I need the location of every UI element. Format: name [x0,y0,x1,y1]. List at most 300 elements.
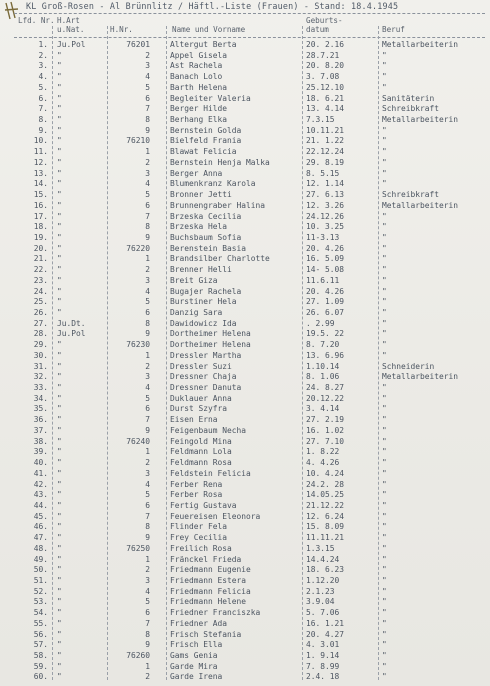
row-name: Friedmann Estera [170,576,247,585]
row-nr: 25. [33,297,48,307]
row-art: " [57,511,62,521]
row-nr: 2. [38,50,48,60]
row-job: Metallarbeiterin [382,40,459,49]
row-job: " [382,61,387,71]
row-nr: 30. [33,350,48,360]
row-date: 20. 4.26 [306,286,345,296]
row-date: 24.12.26 [306,211,345,221]
row-date: 1.10.14 [306,361,340,371]
row-art: " [57,608,62,618]
list-row [0,641,490,650]
row-name: Berger Hilde [170,104,228,114]
row-name: Bugajer Rachela [170,286,242,296]
row-nr: 44. [33,500,48,510]
row-art: " [57,147,62,157]
row-date: 18. 6.23 [306,565,345,575]
row-art: " [57,640,62,650]
row-nr: 5. [38,82,48,92]
list-row [0,448,490,457]
row-name: Brzeska Hela [170,222,228,232]
row-hnr: 76260 [126,651,150,661]
list-row [0,41,490,50]
row-art: " [57,61,62,71]
row-art: " [57,115,62,125]
row-date: . 2.99 [306,318,335,328]
row-job: " [382,297,387,307]
list-row [0,556,490,565]
row-art: " [57,586,62,596]
row-nr: 18. [33,222,48,232]
row-name: Breit Giza [170,275,218,285]
row-hnr: 4 [145,72,150,82]
row-name: Friedmann Felicia [170,586,251,596]
row-hnr: 1 [145,554,150,564]
row-date: 10. 4.24 [306,468,345,478]
row-name: Bielfeld Frania [170,136,242,146]
row-job: " [382,586,387,596]
list-row [0,137,490,146]
list-row [0,534,490,543]
row-job: " [382,275,387,285]
row-art: " [57,136,62,146]
row-hnr: 3 [145,468,150,478]
row-nr: 57. [33,640,48,650]
row-date: 20. 2.16 [306,40,345,49]
row-nr: 19. [33,232,48,242]
row-name: Bernstein Golda [170,125,242,135]
row-name: Dortheimer Helena [170,329,251,339]
row-hnr: 4 [145,286,150,296]
row-job: " [382,490,387,500]
row-date: 7.3.15 [306,115,335,125]
list-row [0,52,490,61]
list-row [0,202,490,211]
row-hnr: 76240 [126,436,150,446]
row-name: Frisch Stefania [170,629,242,639]
row-art: " [57,672,62,682]
row-name: Feldstein Felicia [170,468,251,478]
row-art: " [57,200,62,210]
row-hnr: 2 [145,265,150,275]
row-date: 16. 1.21 [306,618,345,628]
row-date: 7. 8.99 [306,661,340,671]
row-job: " [382,350,387,360]
row-hnr: 3 [145,61,150,71]
row-nr: 38. [33,436,48,446]
list-row [0,84,490,93]
row-hnr: 1 [145,661,150,671]
row-art: " [57,72,62,82]
row-date: 11-3.13 [306,232,340,242]
row-job: " [382,640,387,650]
list-row [0,288,490,297]
list-row [0,588,490,597]
row-name: Danzig Sara [170,308,223,317]
row-hnr: 5 [145,297,150,307]
row-art: " [57,576,62,585]
list-row [0,395,490,404]
row-date: 3.9.04 [306,597,335,607]
row-name: Dawidowicz Ida [170,318,237,328]
row-hnr: 2 [145,565,150,575]
list-row [0,298,490,307]
row-art: " [57,275,62,285]
row-date: 3. 4.14 [306,404,340,414]
list-row [0,159,490,168]
row-art: " [57,340,62,350]
row-hnr: 5 [145,597,150,607]
row-date: 13. 4.14 [306,104,345,114]
list-row [0,491,490,500]
row-name: Ast Rachela [170,61,223,71]
row-art: " [57,232,62,242]
row-nr: 4. [38,72,48,82]
row-nr: 8. [38,115,48,125]
row-date: 12. 3.26 [306,200,345,210]
row-job: Schreibkraft [382,104,440,114]
row-art: " [57,554,62,564]
row-job: " [382,383,387,393]
row-art: " [57,286,62,296]
row-nr: 48. [33,543,48,553]
list-row [0,427,490,436]
list-row [0,180,490,189]
row-nr: 55. [33,618,48,628]
row-art: " [57,125,62,135]
list-row [0,598,490,607]
row-art: " [57,500,62,510]
row-date: 10. 3.25 [306,222,345,232]
row-nr: 32. [33,372,48,382]
row-art: " [57,458,62,468]
row-art: " [57,50,62,60]
document-title: KL Groß-Rosen - Al Brünnlitz / Häftl.-Liste (Frauen) - Stand: 18.4.1945 [26,1,399,11]
row-art: " [57,629,62,639]
row-nr: 3. [38,61,48,71]
row-job: Sanitäterin [382,93,435,103]
list-row [0,148,490,157]
row-art: " [57,383,62,393]
row-date: 11.11.21 [306,533,345,543]
row-date: 24. 8.27 [306,383,345,393]
row-name: Dressler Suzi [170,361,232,371]
list-row [0,330,490,339]
row-job: Schreibkraft [382,190,440,200]
row-name: Duklauer Anna [170,393,232,403]
row-art: " [57,436,62,446]
row-hnr: 9 [145,640,150,650]
row-job: " [382,425,387,435]
row-art: " [57,468,62,478]
row-date: 20. 8.20 [306,61,345,71]
row-date: 28.7.21 [306,50,340,60]
row-name: Buchsbaum Sofia [170,232,242,242]
row-nr: 41. [33,468,48,478]
row-name: Garde Irena [170,672,223,682]
row-job: " [382,318,387,328]
row-job: " [382,661,387,671]
row-date: 20. 4.26 [306,243,345,253]
row-name: Friedmann Eugenie [170,565,251,575]
row-nr: 34. [33,393,48,403]
list-row [0,352,490,361]
row-job: " [382,179,387,189]
row-job: Metallarbeiterin [382,115,459,125]
row-job: " [382,522,387,532]
row-name: Burstiner Hela [170,297,237,307]
row-job: " [382,468,387,478]
row-job: " [382,340,387,350]
row-hnr: 2 [145,50,150,60]
row-art: Ju.Dt. [57,318,86,328]
row-name: Durst Szyfra [170,404,228,414]
row-art: " [57,350,62,360]
list-row [0,609,490,618]
row-name: Feldmann Rosa [170,458,232,468]
header-job: Beruf [382,25,405,34]
row-name: Flinder Fela [170,522,228,532]
row-hnr: 8 [145,115,150,125]
row-job: " [382,211,387,221]
list-row [0,266,490,275]
row-date: 14.4.24 [306,554,340,564]
row-art: " [57,533,62,543]
row-name: Fertig Gustava [170,500,237,510]
row-hnr: 1 [145,147,150,157]
row-art: " [57,393,62,403]
row-hnr: 76230 [126,340,150,350]
row-nr: 22. [33,265,48,275]
row-job: " [382,576,387,585]
list-row [0,545,490,554]
row-nr: 1. [38,40,48,49]
row-name: Barth Helena [170,82,228,92]
row-nr: 42. [33,479,48,489]
row-art: " [57,157,62,167]
row-name: Bronner Jetti [170,190,232,200]
row-nr: 21. [33,254,48,264]
row-date: 1. 8.22 [306,447,340,457]
row-nr: 13. [33,168,48,178]
row-hnr: 8 [145,222,150,232]
row-hnr: 7 [145,618,150,628]
row-date: 14.05.25 [306,490,345,500]
list-row [0,438,490,447]
row-name: Ferber Rosa [170,490,223,500]
row-hnr: 9 [145,425,150,435]
list-row [0,363,490,372]
row-date: 21. 1.22 [306,136,345,146]
list-row [0,223,490,232]
list-row [0,309,490,318]
row-hnr: 76220 [126,243,150,253]
list-row [0,405,490,414]
row-name: Blumenkranz Karola [170,179,256,189]
row-art: " [57,651,62,661]
row-job: " [382,125,387,135]
row-hnr: 9 [145,232,150,242]
list-row [0,234,490,243]
row-hnr: 76250 [126,543,150,553]
row-name: Berger Anna [170,168,223,178]
row-date: 3. 7.08 [306,72,340,82]
row-art: " [57,479,62,489]
row-name: Altergut Berta [170,40,237,49]
row-nr: 60. [33,672,48,682]
row-nr: 33. [33,383,48,393]
row-name: Brunnengraber Halina [170,200,266,210]
row-nr: 16. [33,200,48,210]
list-row [0,341,490,350]
row-date: 21.12.22 [306,500,345,510]
row-name: Berhang Elka [170,115,228,125]
row-name: Eisen Erna [170,415,218,425]
row-date: 29. 8.19 [306,157,345,167]
list-row [0,255,490,264]
row-name: Blawat Felicia [170,147,237,157]
row-hnr: 8 [145,629,150,639]
row-job: " [382,308,387,317]
row-art: " [57,168,62,178]
row-name: Feigenbaum Necha [170,425,247,435]
row-date: 8. 7.20 [306,340,340,350]
row-date: 14- 5.08 [306,265,345,275]
row-art: " [57,543,62,553]
row-hnr: 9 [145,125,150,135]
row-hnr: 6 [145,93,150,103]
row-hnr: 7 [145,415,150,425]
row-date: 8. 5.15 [306,168,340,178]
row-hnr: 8 [145,522,150,532]
header-date: Geburts-datum [306,16,343,34]
row-job: " [382,511,387,521]
header-hnr: H.Nr. [110,25,133,34]
row-date: 12. 1.14 [306,179,345,189]
row-job: " [382,265,387,275]
row-nr: 49. [33,554,48,564]
row-job: " [382,50,387,60]
row-name: Feldmann Lola [170,447,232,457]
row-job: " [382,415,387,425]
row-job: " [382,404,387,414]
row-art: " [57,597,62,607]
row-job: " [382,82,387,92]
row-nr: 52. [33,586,48,596]
row-hnr: 4 [145,179,150,189]
row-nr: 12. [33,157,48,167]
row-name: Bernstein Henja Malka [170,157,270,167]
row-name: Ferber Rena [170,479,223,489]
row-date: 2.4. 18 [306,672,340,682]
row-nr: 43. [33,490,48,500]
row-date: 20.12.22 [306,393,345,403]
row-job: " [382,157,387,167]
row-nr: 7. [38,104,48,114]
row-hnr: 6 [145,500,150,510]
row-job: " [382,629,387,639]
list-row [0,673,490,682]
row-art: " [57,447,62,457]
row-nr: 27. [33,318,48,328]
row-name: Brandsilber Charlotte [170,254,270,264]
list-row [0,481,490,490]
row-art: " [57,297,62,307]
row-art: " [57,179,62,189]
row-nr: 35. [33,404,48,414]
row-name: Brenner Helli [170,265,232,275]
row-hnr: 1 [145,350,150,360]
row-job: " [382,554,387,564]
list-row [0,245,490,254]
row-date: 27. 1.09 [306,297,345,307]
row-job: " [382,543,387,553]
row-job: " [382,286,387,296]
row-art: " [57,361,62,371]
row-job: Metallarbeiterin [382,200,459,210]
row-name: Garde Mira [170,661,218,671]
row-nr: 56. [33,629,48,639]
row-name: Gams Genia [170,651,218,661]
row-hnr: 7 [145,211,150,221]
row-job: " [382,651,387,661]
row-nr: 39. [33,447,48,457]
row-job: " [382,533,387,543]
row-date: 1.12.20 [306,576,340,585]
row-name: Dortheimer Helena [170,340,251,350]
list-row [0,127,490,136]
header-art: H.Art u.Nat. [57,16,85,34]
row-art: " [57,522,62,532]
list-row [0,470,490,479]
row-hnr: 9 [145,533,150,543]
row-nr: 24. [33,286,48,296]
row-art: " [57,265,62,275]
row-date: 1.3.15 [306,543,335,553]
row-hnr: 5 [145,190,150,200]
row-job: " [382,393,387,403]
row-date: 13. 6.96 [306,350,345,360]
row-date: 18. 6.21 [306,93,345,103]
row-date: 12. 6.24 [306,511,345,521]
row-nr: 54. [33,608,48,618]
row-date: 25.12.10 [306,82,345,92]
row-job: " [382,672,387,682]
row-name: Frisch Ella [170,640,223,650]
row-nr: 14. [33,179,48,189]
row-hnr: 5 [145,393,150,403]
row-name: Brzeska Cecilia [170,211,242,221]
row-date: 16. 5.09 [306,254,345,264]
list-row [0,631,490,640]
row-hnr: 2 [145,361,150,371]
header-name: Name und Vorname [172,25,246,34]
row-art: " [57,82,62,92]
row-date: 27. 6.13 [306,190,345,200]
row-date: 2.1.23 [306,586,335,596]
list-row [0,523,490,532]
list-row [0,116,490,125]
row-hnr: 3 [145,372,150,382]
row-name: Freilich Rosa [170,543,232,553]
row-date: 8. 1.06 [306,372,340,382]
row-job: " [382,222,387,232]
list-row [0,373,490,382]
list-row [0,73,490,82]
row-nr: 17. [33,211,48,221]
row-hnr: 1 [145,447,150,457]
row-art: " [57,661,62,671]
row-name: Dressler Martha [170,350,242,360]
